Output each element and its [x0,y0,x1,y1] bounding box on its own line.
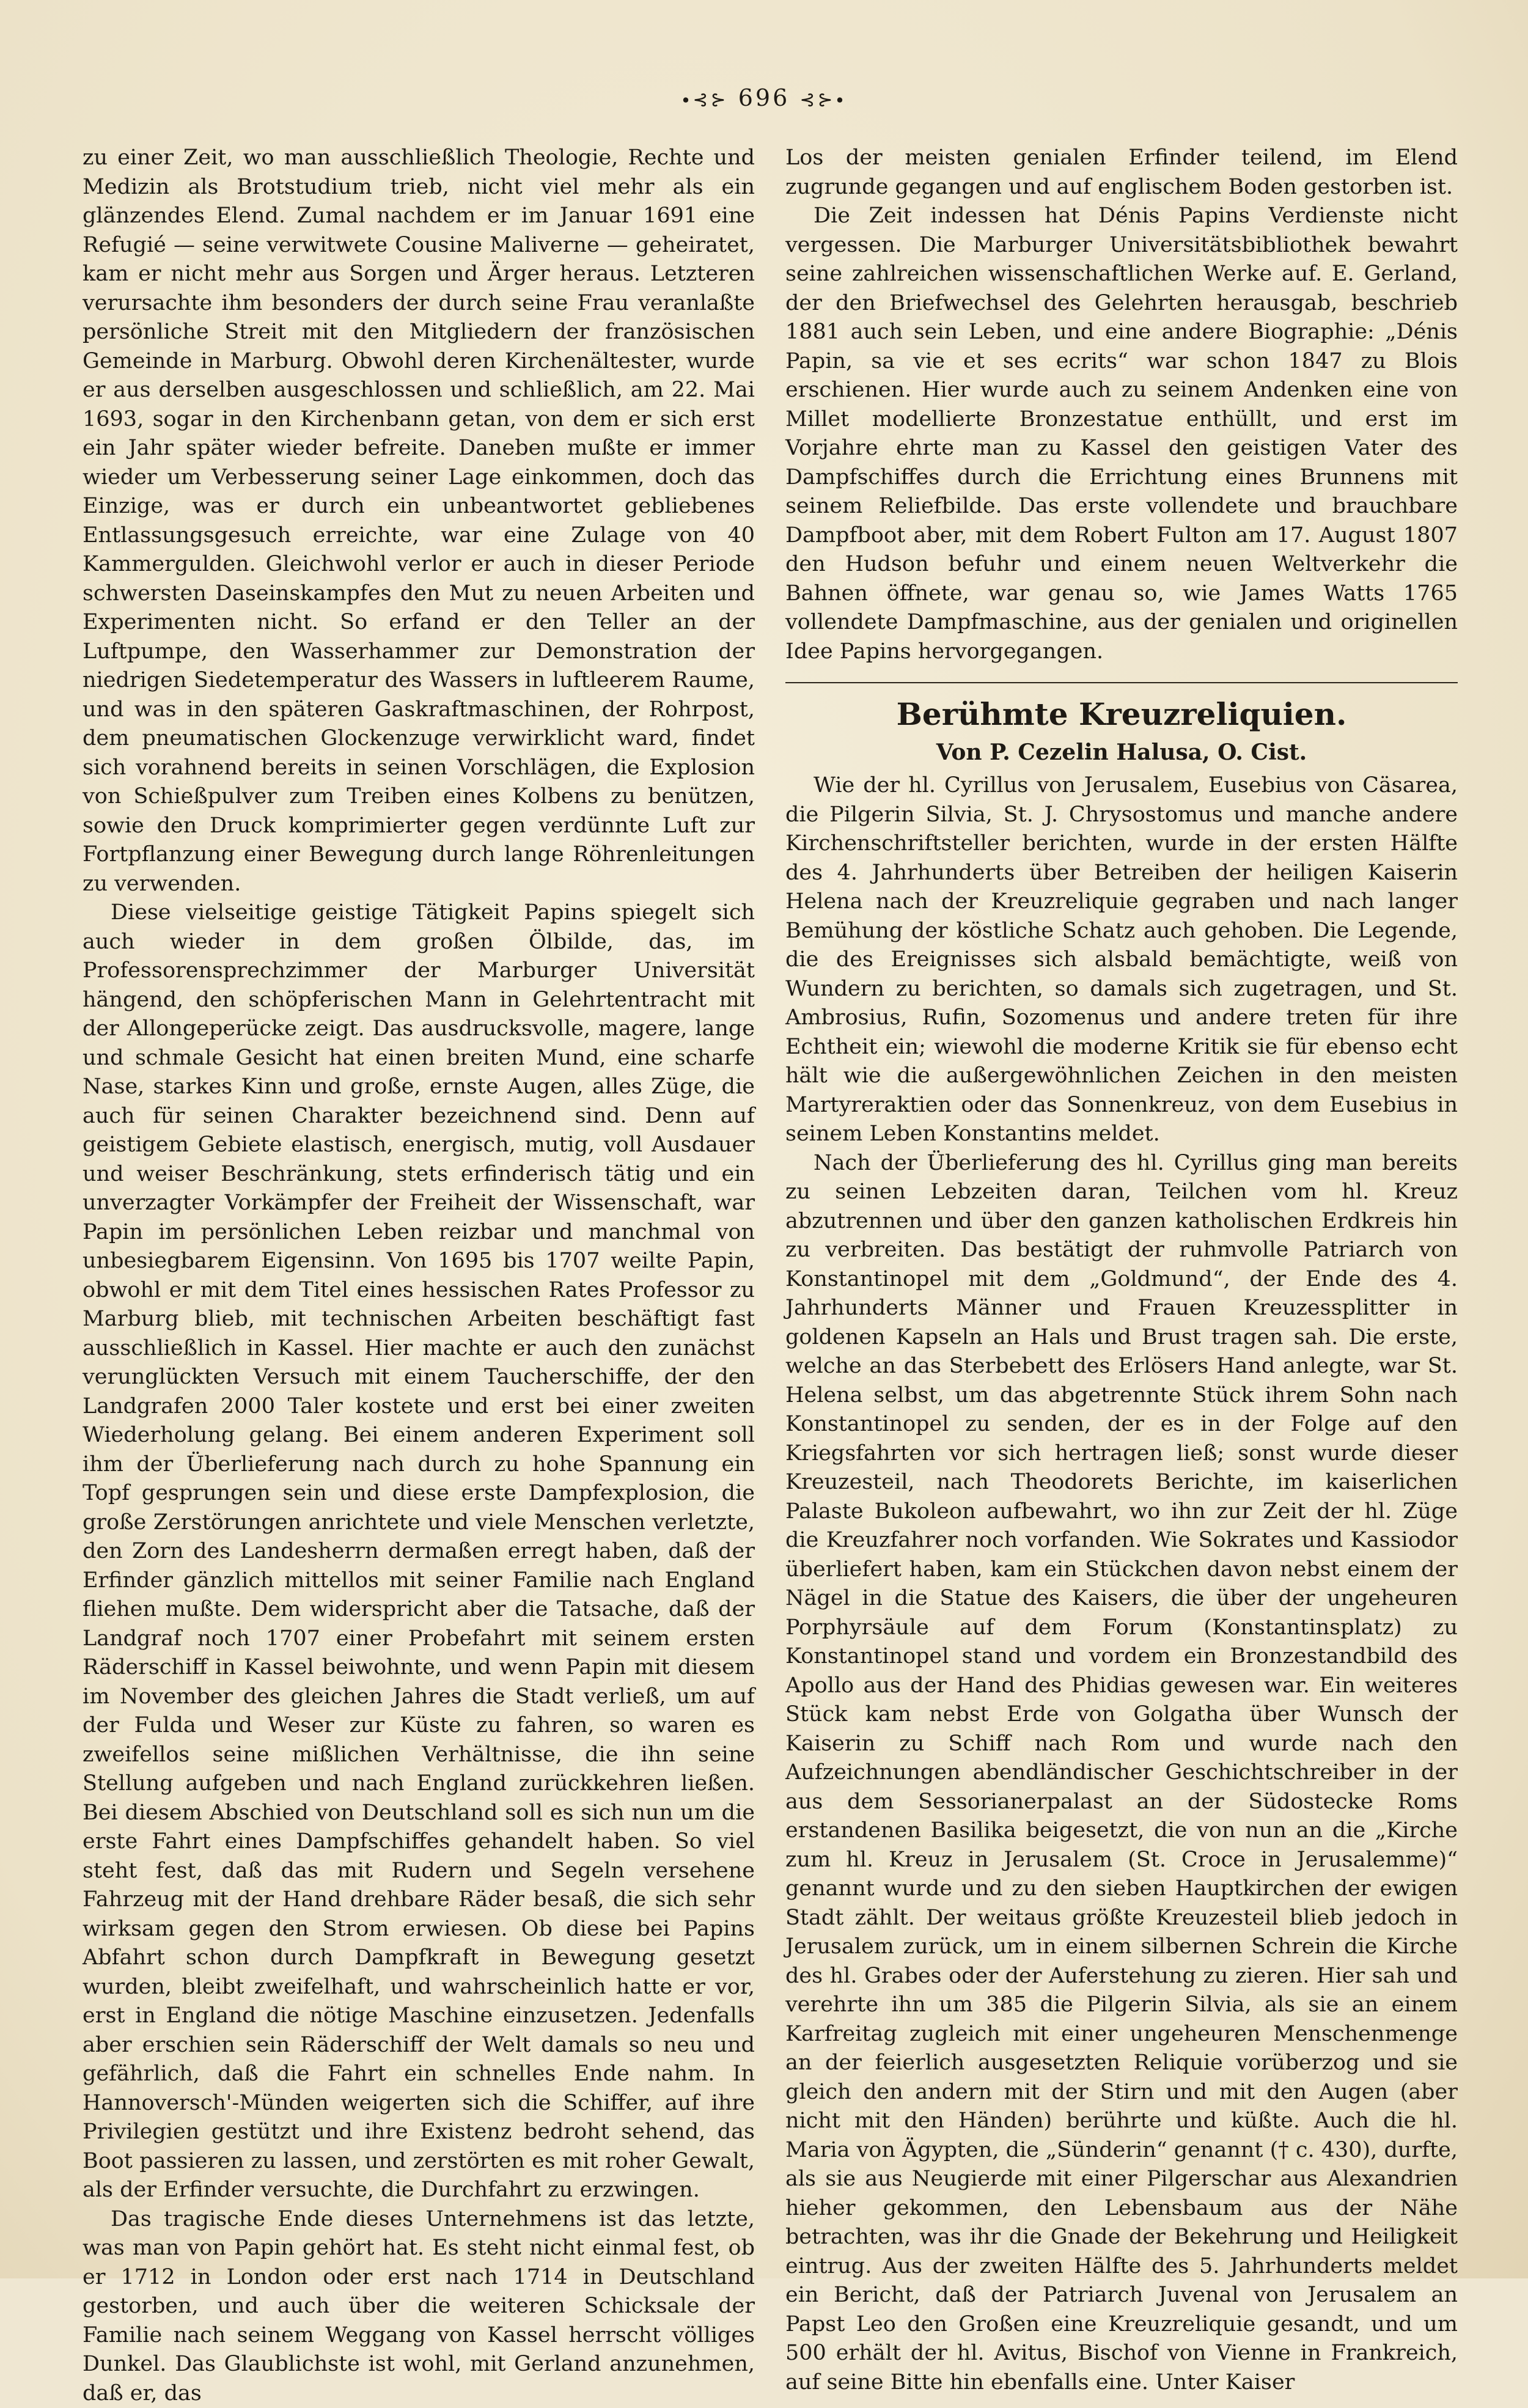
article-title: Berühmte Kreuzreliquien. [785,696,1458,733]
paragraph: Nach der Überlieferung des hl. Cyrillus ging man bereits zu seinen Lebzeiten daran, Teilchen vom hl. Kreuz abzutrennen und über den ganzen katholischen Erdkreis hin zu verbreiten. Das bestätigt der ruhmvolle Patriarch von Konstantinopel mit dem „Goldmund“, der Ende des 4. Jahrhunderts Männer und Frauen Kreuzessplitter in goldenen Kapseln an Hals und Brust tragen sah. Die erste, welche an das Sterbebett des Erlösers Hand anlegte, war St. Helena selbst, um das abgetrennte Stück ihrem Sohn nach Konstantinopel zu senden, der es in der Folge auf den Kriegsfahrten vor sich hertragen ließ; sonst wurde dieser Kreuzesteil, nach Theodorets Berichte, im kaiserlichen Palaste Bukoleon aufbewahrt, wo ihn zur Zeit der hl. Züge die Kreuzfahrer noch vorfanden. Wie Sokrates und Kassiodor überliefert haben, kam ein Stückchen davon nebst einem der Nägel in die Statue des Kaisers, die über der ungeheuren Porphyrsäule auf dem Forum (Konstantinsplatz) zu Konstantinopel stand und vordem ein Bronzestandbild des Apollo aus der Hand des Phidias gewesen war. Ein weiteres Stück kam nebst Erde von Golgatha über Wunsch der Kaiserin zu Schiff nach Rom und wurde nach den Aufzeichnungen abendländischer Geschichtschreiber in der aus dem Sessorianerpalast an der Südostecke Roms erstandenen Basilika beigesetzt, die von nun an die „Kirche zum hl. Kreuz in Jerusalem (St. Croce in Jerusalemme)“ genannt wurde und zu den sieben Hauptkirchen der ewigen Stadt zählt. Der weitaus größte Kreuzesteil blieb jedoch in Jerusalem zurück, um in einem silbernen Schrein die Kirche des hl. Grabes oder der Auferstehung zu zieren. Hier sah und verehrte ihn um 385 die Pilgerin Silvia, als sie an einem Karfreitag zugleich mit einer ungeheuren Menschenmenge an der feierlich ausgesetzten Reliquie vorüberzog und sie gleich den andern mit der Stirn und mit den Augen (aber nicht mit den Händen) berührte und küßte. Auch die hl. Maria von Ägypten, die „Sünderin“ genannt († c. 430), durfte, als sie aus Neugierde mit einer Pilgerschar aus Alexandrien hieher gekommen, den Lebensbaum aus der Nähe betrachten, was ihr die Gnade der Bekehrung und Heiligkeit eintrug. Aus der zweiten Hälfte des 5. Jahrhunderts meldet ein Bericht, daß der Patriarch Juvenal von Jerusalem an Papst Leo den Großen eine Kreuzreliquie gesandt, und um 500 erhält der hl. Avitus, Bischof von Vienne in Frankreich, auf seine Bitte hin ebenfalls eine. Unter Kaiser [785,1149,1458,2398]
paragraph: Das tragische Ende dieses Unternehmens ist das letzte, was man von Papin gehört hat. Es steht nicht einmal fest, ob er 1712 in London oder erst nach 1714 in Deutschland gestorben, und auch über die weiteren Schicksale der Familie nach seinem Weggang von Kassel herrscht völliges Dunkel. Das Glaublichste ist wohl, mit Gerland anzunehmen, daß er, das [83,2205,755,2408]
paragraph: zu einer Zeit, wo man ausschließlich Theologie, Rechte und Medizin als Brotstudium trieb, nicht viel mehr als ein glänzendes Elend. Zumal nachdem er im Januar 1691 eine Refugié — seine verwitwete Cousine Maliverne — geheiratet, kam er nicht mehr aus Sorgen und Ärger heraus. Letzteren verursachte ihm besonders der durch seine Frau veranlaßte persönliche Streit mit den Mitgliedern der französischen Gemeinde in Marburg. Obwohl deren Kirchenältester, wurde er aus derselben ausgeschlossen und schließlich, am 22. Mai 1693, sogar in den Kirchenbann getan, von dem er sich erst ein Jahr später wieder befreite. Daneben mußte er immer wieder um Verbesserung seiner Lage einkommen, doch das Einzige, was er durch ein unbeantwortet gebliebenes Entlassungsgesuch erreichte, war eine Zulage von 40 Kammergulden. Gleichwohl verlor er auch in dieser Periode schwersten Daseinskampfes den Mut zu neuen Arbeiten und Experimenten nicht. So erfand er den Teller an der Luftpumpe, den Wasserhammer zur Demonstration der niedrigen Siedetemperatur des Wassers in luftleerem Raume, und was in den späteren Gaskraftmaschinen, der Rohrpost, dem pneumatischen Glockenzuge verwirklicht ward, findet sich vorahnend bereits in seinen Vorschlägen, die Explosion von Schießpulver zum Treiben eines Kolbens zu benützen, sowie den Druck komprimierter gegen verdünnte Luft zur Fortpflanzung einer Bewegung durch lange Röhrenleitungen zu verwenden. [83,144,755,898]
left-column [83,144,755,2408]
paragraph: Wie der hl. Cyrillus von Jerusalem, Eusebius von Cäsarea, die Pilgerin Silvia, St. J. Chrysostomus und manche andere Kirchenschriftsteller berichten, wurde in der ersten Hälfte des 4. Jahrhunderts über Betreiben der heiligen Kaiserin Helena nach der Kreuzreliquie gegraben und nach langer Bemühung der köstliche Schatz auch gehoben. Die Legende, die des Ereignisses sich alsbald bemächtigte, weiß von Wundern zu berichten, so damals sich zugetragen, und St. Ambrosius, Rufin, Sozomenus und andere treten für ihre Echtheit ein; wiewohl die moderne Kritik sie für ebenso echt hält wie die außergewöhnlichen Zeichen in den meisten Martyreraktien oder das Sonnenkreuz, von dem Eusebius in seinem Leben Konstantins meldet. [785,771,1458,1149]
paragraph: Diese vielseitige geistige Tätigkeit Papins spiegelt sich auch wieder in dem großen Ölbilde, das, im Professorensprechzimmer der Marburger Universität hängend, den schöpferischen Mann in Gelehrtentracht mit der Allongeperücke zeigt. Das ausdrucksvolle, magere, lange und schmale Gesicht hat einen breiten Mund, eine scharfe Nase, starkes Kinn und große, ernste Augen, alles Züge, die auch für seinen Charakter bezeichnend sind. Denn auf geistigem Gebiete elastisch, energisch, mutig, voll Ausdauer und weiser Beschränkung, stets erfinderisch tätig und ein unverzagter Vorkämpfer der Freiheit der Wissenschaft, war Papin im persönlichen Leben reizbar und manchmal von unbesiegbarem Eigensinn. Von 1695 bis 1707 weilte Papin, obwohl er mit dem Titel eines hessischen Rates Professor zu Marburg blieb, mit technischen Arbeiten beschäftigt fast ausschließlich in Kassel. Hier machte er auch den zunächst verunglückten Versuch mit einem Taucherschiffe, der den Landgrafen 2000 Taler kostete und erst bei einer zweiten Wiederholung gelang. Bei einem anderen Experiment soll ihm der Überlieferung nach durch zu hohe Spannung ein Topf gesprungen sein und diese erste Dampfexplosion, die große Zerstörungen anrichtete und viele Menschen verletzte, den Zorn des Landesherrn dermaßen erregt haben, daß der Erfinder gänzlich mittellos mit seiner Familie nach England fliehen mußte. Dem widerspricht aber die Tatsache, daß der Landgraf noch 1707 einer Probefahrt mit seinem ersten Räderschiff in Kassel beiwohnte, und wenn Papin mit diesem im November des gleichen Jahres die Stadt verließ, um auf der Fulda und Weser zur Küste zu fahren, so waren es zweifellos seine mißlichen Verhältnisse, die ihn seine Stellung aufgeben und nach England zurückkehren ließen. Bei diesem Abschied von Deutschland soll es sich nun um die erste Fahrt eines Dampfschiffes gehandelt haben. So viel steht fest, daß das mit Rudern und Segeln versehene Fahrzeug mit der Hand drehbare Räder besaß, die sich sehr wirksam gegen den Strom erwiesen. Ob diese bei Papins Abfahrt schon durch Dampfkraft in Bewegung gesetzt wurden, bleibt zweifelhaft, und wahrscheinlich hatte er vor, erst in England die nötige Maschine einzusetzen. Jedenfalls aber erschien sein Räderschiff der Welt damals so neu und gefährlich, daß die Fahrt ein schnelles Ende nahm. In Hannoversch'-Münden weigerten sich die Schiffer, auf ihre Privilegien gestützt und ihre Existenz bedroht sehend, das Boot passieren zu lassen, und zerstörten es mit roher Gewalt, als der Erfinder versuchte, die Durchfahrt zu erzwingen. [83,898,755,2205]
ornament-left: ∙⊰⊱ [681,89,729,111]
page-header [0,84,1528,111]
right-column [785,144,1458,2397]
page-number: 696 [738,84,790,111]
article-divider [785,682,1458,683]
paragraph: Los der meisten genialen Erfinder teilend, im Elend zugrunde gegangen und auf englischem Boden gestorben ist. [785,144,1458,202]
article-byline: Von P. Cezelin Halusa, O. Cist. [785,737,1458,768]
paragraph: Die Zeit indessen hat Dénis Papins Verdienste nicht vergessen. Die Marburger Universitätsbibliothek bewahrt seine zahlreichen wissenschaftlichen Werke auf. E. Gerland, der den Briefwechsel des Gelehrten herausgab, beschrieb 1881 auch sein Leben, und eine andere Biographie: „Dénis Papin, sa vie et ses ecrits“ war schon 1847 zu Blois erschienen. Hier wurde auch zu seinem Andenken eine von Millet modellierte Bronzestatue enthüllt, und erst im Vorjahre ehrte man zu Kassel den geistigen Vater des Dampfschiffes durch die Errichtung eines Brunnens mit seinem Reliefbilde. Das erste vollendete und brauchbare Dampfboot aber, mit dem Robert Fulton am 17. August 1807 den Hudson befuhr und einem neuen Weltverkehr die Bahnen öffnete, war genau so, wie James Watts 1765 vollendete Dampfmaschine, aus der genialen und originellen Idee Papins hervorgegangen. [785,202,1458,666]
ornament-right: ⊰⊱∙ [799,89,847,111]
